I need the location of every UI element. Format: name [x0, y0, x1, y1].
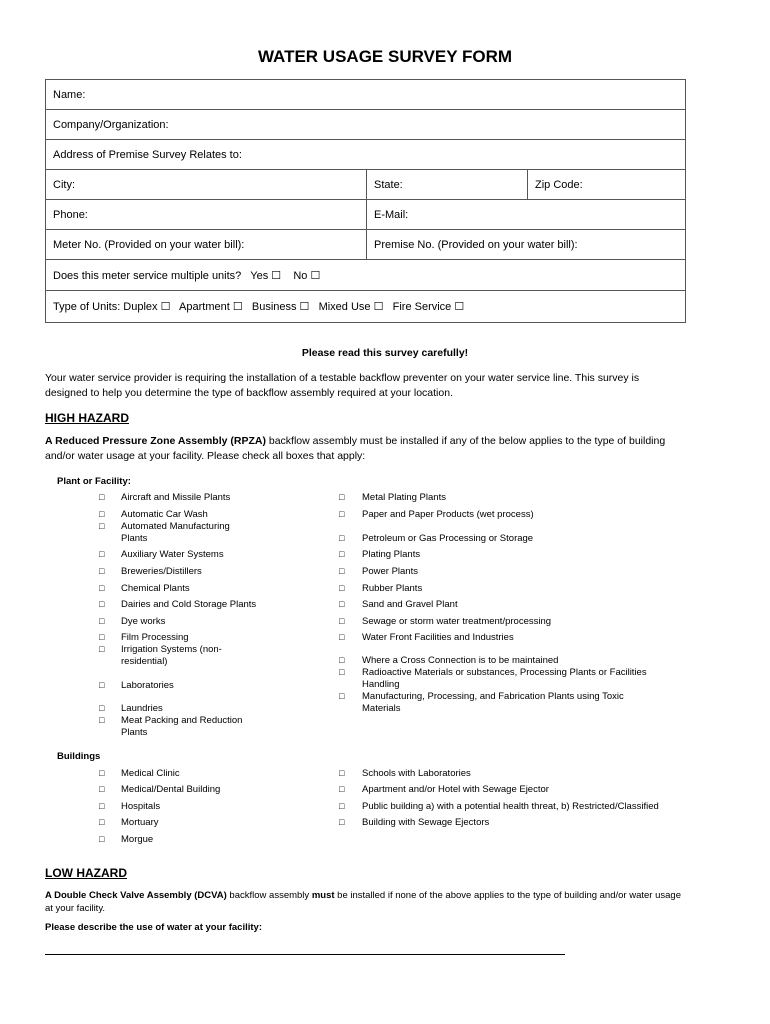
checklist-item-label: Mortuary	[121, 817, 159, 828]
intro-line-1: Your water service provider is requiring the installation of a testable backflow preventer on your water service line. This survey is	[45, 372, 640, 384]
high-hazard-heading: HIGH HAZARD	[45, 411, 129, 425]
state-field[interactable]: State:	[366, 170, 527, 199]
checklist-item-label: Radioactive Materials or substances, Processing Plants or Facilities	[362, 667, 647, 678]
checklist-item-label: Plants	[121, 533, 148, 544]
rpza-name: A Reduced Pressure Zone Assembly (RPZA)	[45, 435, 266, 447]
checklist-item-label: Automated Manufacturing	[121, 521, 230, 532]
checklist-item-label: Chemical Plants	[121, 583, 190, 594]
checklist-item-label: Irrigation Systems (non-	[121, 644, 222, 655]
checkbox[interactable]: □	[99, 703, 105, 713]
checkbox[interactable]: □	[339, 817, 345, 827]
checklist-item-label: Manufacturing, Processing, and Fabrication Plants using Toxic	[362, 691, 624, 702]
checklist-item-label: Morgue	[121, 834, 154, 845]
dcva-name: A Double Check Valve Assembly (DCVA)	[45, 890, 227, 901]
premise-field[interactable]: Premise No. (Provided on your water bill):	[366, 230, 685, 259]
checklist-item-label: Laundries	[121, 703, 163, 714]
intro-paragraph	[45, 371, 735, 401]
checklist-item-label: Building with Sewage Ejectors	[362, 817, 490, 828]
checklist-item-label: Schools with Laboratories	[362, 768, 471, 779]
multiple-units-question[interactable]: Does this meter service multiple units? Yes ☐ No ☐	[53, 269, 321, 282]
checklist-item-label: Aircraft and Missile Plants	[121, 492, 231, 503]
rpza-lead-line2: and/or water usage at your facility. Please check all boxes that apply:	[45, 450, 366, 462]
name-field[interactable]: Name:	[53, 88, 86, 101]
city-field[interactable]: City:	[53, 178, 75, 191]
checkbox[interactable]: □	[339, 509, 345, 519]
checkbox[interactable]: □	[99, 509, 105, 519]
checkbox[interactable]: □	[99, 715, 105, 725]
checklist-item-label: Auxiliary Water Systems	[121, 549, 224, 560]
checkbox[interactable]: □	[339, 784, 345, 794]
checklist-item-label: Paper and Paper Products (wet process)	[362, 509, 534, 520]
checkbox[interactable]: □	[339, 801, 345, 811]
checkbox[interactable]: □	[339, 599, 345, 609]
answer-line[interactable]	[45, 954, 565, 955]
checklist-item-label: Public building a) with a potential health threat, b) Restricted/Classified	[362, 801, 659, 812]
checklist-item-label: Sewage or storm water treatment/processing	[362, 616, 552, 627]
rpza-lead-rest: backflow assembly must be installed if any of the below applies to the type of building	[265, 435, 666, 447]
checkbox[interactable]: □	[99, 644, 105, 654]
checkbox[interactable]: □	[99, 566, 105, 576]
unit-type-options[interactable]: Type of Units: Duplex ☐ Apartment ☐ Business ☐ Mixed Use ☐ Fire Service ☐	[53, 301, 465, 313]
checkbox[interactable]: □	[99, 616, 105, 626]
low-hazard-lead	[45, 889, 735, 915]
checkbox[interactable]: □	[99, 680, 105, 690]
dcva-lead-rest: be installed if none of the above applies to the type of building and/or water usage	[334, 890, 681, 901]
checkbox[interactable]: □	[99, 784, 105, 794]
checkbox[interactable]: □	[99, 521, 105, 531]
checkbox[interactable]: □	[339, 492, 345, 502]
checklist-item-label: Hospitals	[121, 801, 161, 812]
checkbox[interactable]: □	[99, 768, 105, 778]
read-notice: Please read this survey carefully!	[301, 347, 469, 359]
checklist-item-label: Dairies and Cold Storage Plants	[121, 599, 257, 610]
checklist-item-label: Meat Packing and Reduction	[121, 715, 243, 726]
checklist-item-label: Handling	[362, 679, 400, 690]
dcva-must: must	[311, 890, 335, 901]
checkbox[interactable]: □	[339, 632, 345, 642]
checkbox[interactable]: □	[339, 768, 345, 778]
checkbox[interactable]: □	[339, 616, 345, 626]
checklist-item-label: Plating Plants	[362, 549, 421, 560]
checkbox[interactable]: □	[339, 655, 345, 665]
checkbox[interactable]: □	[99, 632, 105, 642]
email-field[interactable]: E-Mail:	[366, 200, 685, 229]
describe-use-label: Please describe the use of water at your facility:	[45, 922, 262, 933]
checklist-item-label: Metal Plating Plants	[362, 492, 446, 503]
dcva-lead-line2: at your facility.	[45, 903, 106, 914]
checklist-item-label: residential)	[121, 656, 168, 667]
checkbox[interactable]: □	[99, 599, 105, 609]
checkbox[interactable]: □	[339, 667, 345, 677]
checklist-item-label: Automatic Car Wash	[121, 509, 208, 520]
checkbox[interactable]: □	[339, 566, 345, 576]
checkbox[interactable]: □	[339, 691, 345, 701]
checkbox[interactable]: □	[99, 801, 105, 811]
checklist-item-label: Dye works	[121, 616, 166, 627]
checklist-item-label: Materials	[362, 703, 401, 714]
checklist-item-label: Power Plants	[362, 566, 418, 577]
meter-field[interactable]: Meter No. (Provided on your water bill):	[53, 238, 245, 251]
checkbox[interactable]: □	[99, 492, 105, 502]
dcva-lead-mid: backflow assembly	[226, 890, 312, 901]
checklist-item-label: Where a Cross Connection is to be maintained	[362, 655, 559, 666]
checklist-item-label: Breweries/Distillers	[121, 566, 202, 577]
checklist-item-label: Film Processing	[121, 632, 189, 643]
checkbox[interactable]: □	[99, 549, 105, 559]
checklist-item-label: Medical/Dental Building	[121, 784, 221, 795]
checkbox[interactable]: □	[339, 583, 345, 593]
phone-field[interactable]: Phone:	[53, 208, 88, 221]
plant-facility-label: Plant or Facility:	[57, 476, 131, 487]
checklist-item-label: Sand and Gravel Plant	[362, 599, 458, 610]
contact-form	[45, 79, 686, 323]
address-field[interactable]: Address of Premise Survey Relates to:	[53, 148, 242, 161]
page-title: WATER USAGE SURVEY FORM	[257, 47, 513, 66]
checklist-item-label: Rubber Plants	[362, 583, 423, 594]
low-hazard-heading: LOW HAZARD	[45, 866, 127, 880]
high-hazard-lead	[45, 434, 735, 464]
checkbox[interactable]: □	[99, 583, 105, 593]
buildings-label: Buildings	[57, 751, 101, 762]
checklist-item-label: Apartment and/or Hotel with Sewage Ejector	[362, 784, 549, 795]
checkbox[interactable]: □	[99, 834, 105, 844]
intro-line-2: designed to help you determine the type of backflow assembly required at your location.	[45, 387, 453, 399]
checklist-item-label: Petroleum or Gas Processing or Storage	[362, 533, 534, 544]
checkbox[interactable]: □	[99, 817, 105, 827]
zip-field[interactable]: Zip Code:	[527, 170, 685, 199]
checklist-item-label: Medical Clinic	[121, 768, 180, 779]
checkbox[interactable]: □	[339, 533, 345, 543]
checklist-item-label: Laboratories	[121, 680, 174, 691]
checklist-item-label: Water Front Facilities and Industries	[362, 632, 514, 643]
company-field[interactable]: Company/Organization:	[53, 118, 169, 131]
checklist-item-label: Plants	[121, 727, 148, 738]
checkbox[interactable]: □	[339, 549, 345, 559]
